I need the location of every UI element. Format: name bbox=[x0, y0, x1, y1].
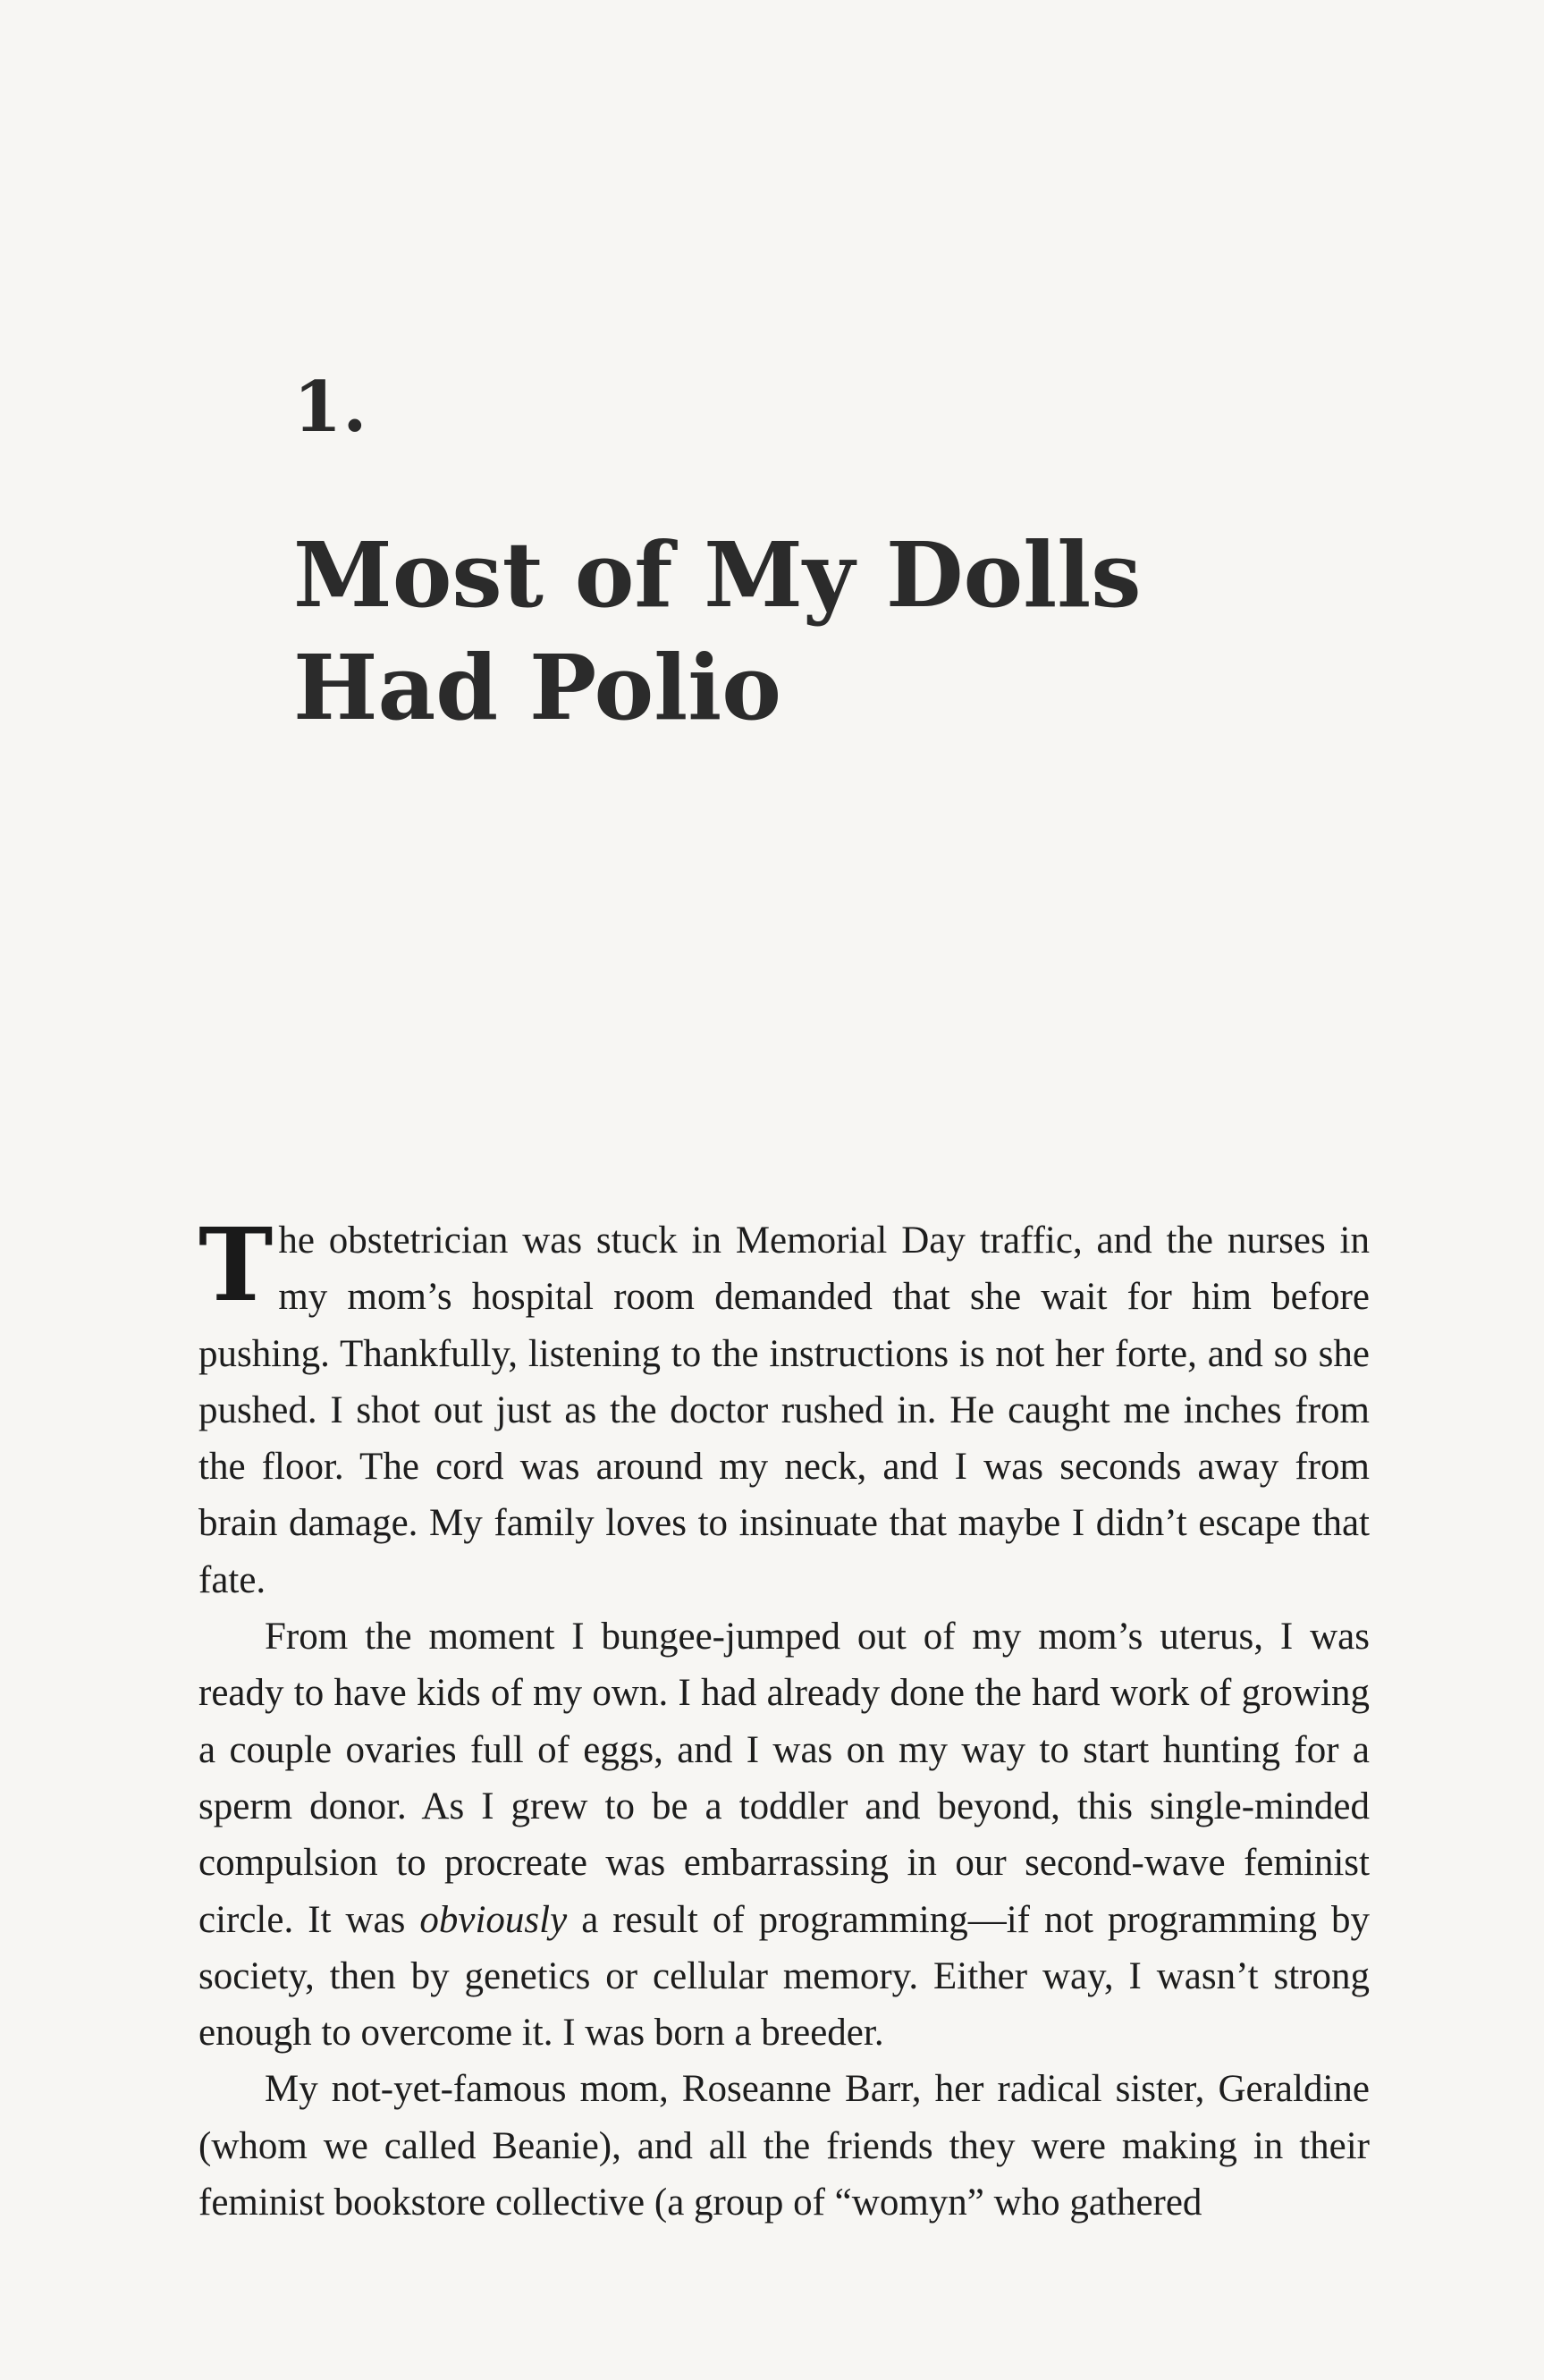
paragraph-2-text-end: a result of programming—if not programming by society, then by genetics or cellular memory. Either way, I wasn’t strong enough to overcome it. I was born a breeder. bbox=[198, 1898, 1370, 2055]
chapter-title bbox=[293, 519, 1366, 744]
paragraph-1-text: he obstetrician was stuck in Memorial Day traffic, and the nurses in my mom’s hospital room demanded that she wait for him before pushing. Thankfully, listening to the instructions is not her forte, and so she pushed. I shot out just as the doctor rushed in. He caught me inches from the floor. The cord was around my neck, and I was seconds away from brain damage. My family loves to insinuate that maybe I didn’t escape that fate. bbox=[198, 1220, 1370, 1601]
chapter-number: 1. bbox=[293, 367, 368, 448]
chapter-title-line-1: Most of My Dolls bbox=[293, 522, 1142, 628]
chapter-title-line-2: Had Polio bbox=[293, 635, 781, 740]
drop-cap: T bbox=[198, 1207, 274, 1324]
body-text bbox=[198, 1207, 1370, 2231]
paragraph-2-emphasis: obviously bbox=[419, 1898, 568, 1941]
paragraph-2 bbox=[198, 1608, 1370, 2061]
paragraph-3 bbox=[198, 2061, 1370, 2231]
paragraph-3-text: My not-yet-famous mom, Roseanne Barr, her radical sister, Geraldine (whom we called Beanie), and all the friends they were making in their feminist bookstore collective (a group of “womyn” who gathered bbox=[198, 2068, 1370, 2224]
paragraph-1 bbox=[198, 1207, 1370, 1608]
paragraph-2-text-start: From the moment I bungee-jumped out of my mom’s uterus, I was ready to have kids of my own. I had already done the hard work of growing a couple ovaries full of eggs, and I was on my way to start hunting for a sperm donor. As I grew to be a toddler and beyond, this single-minded compulsion to procreate was embarrassing in our second-wave feminist circle. It was bbox=[198, 1616, 1370, 1941]
